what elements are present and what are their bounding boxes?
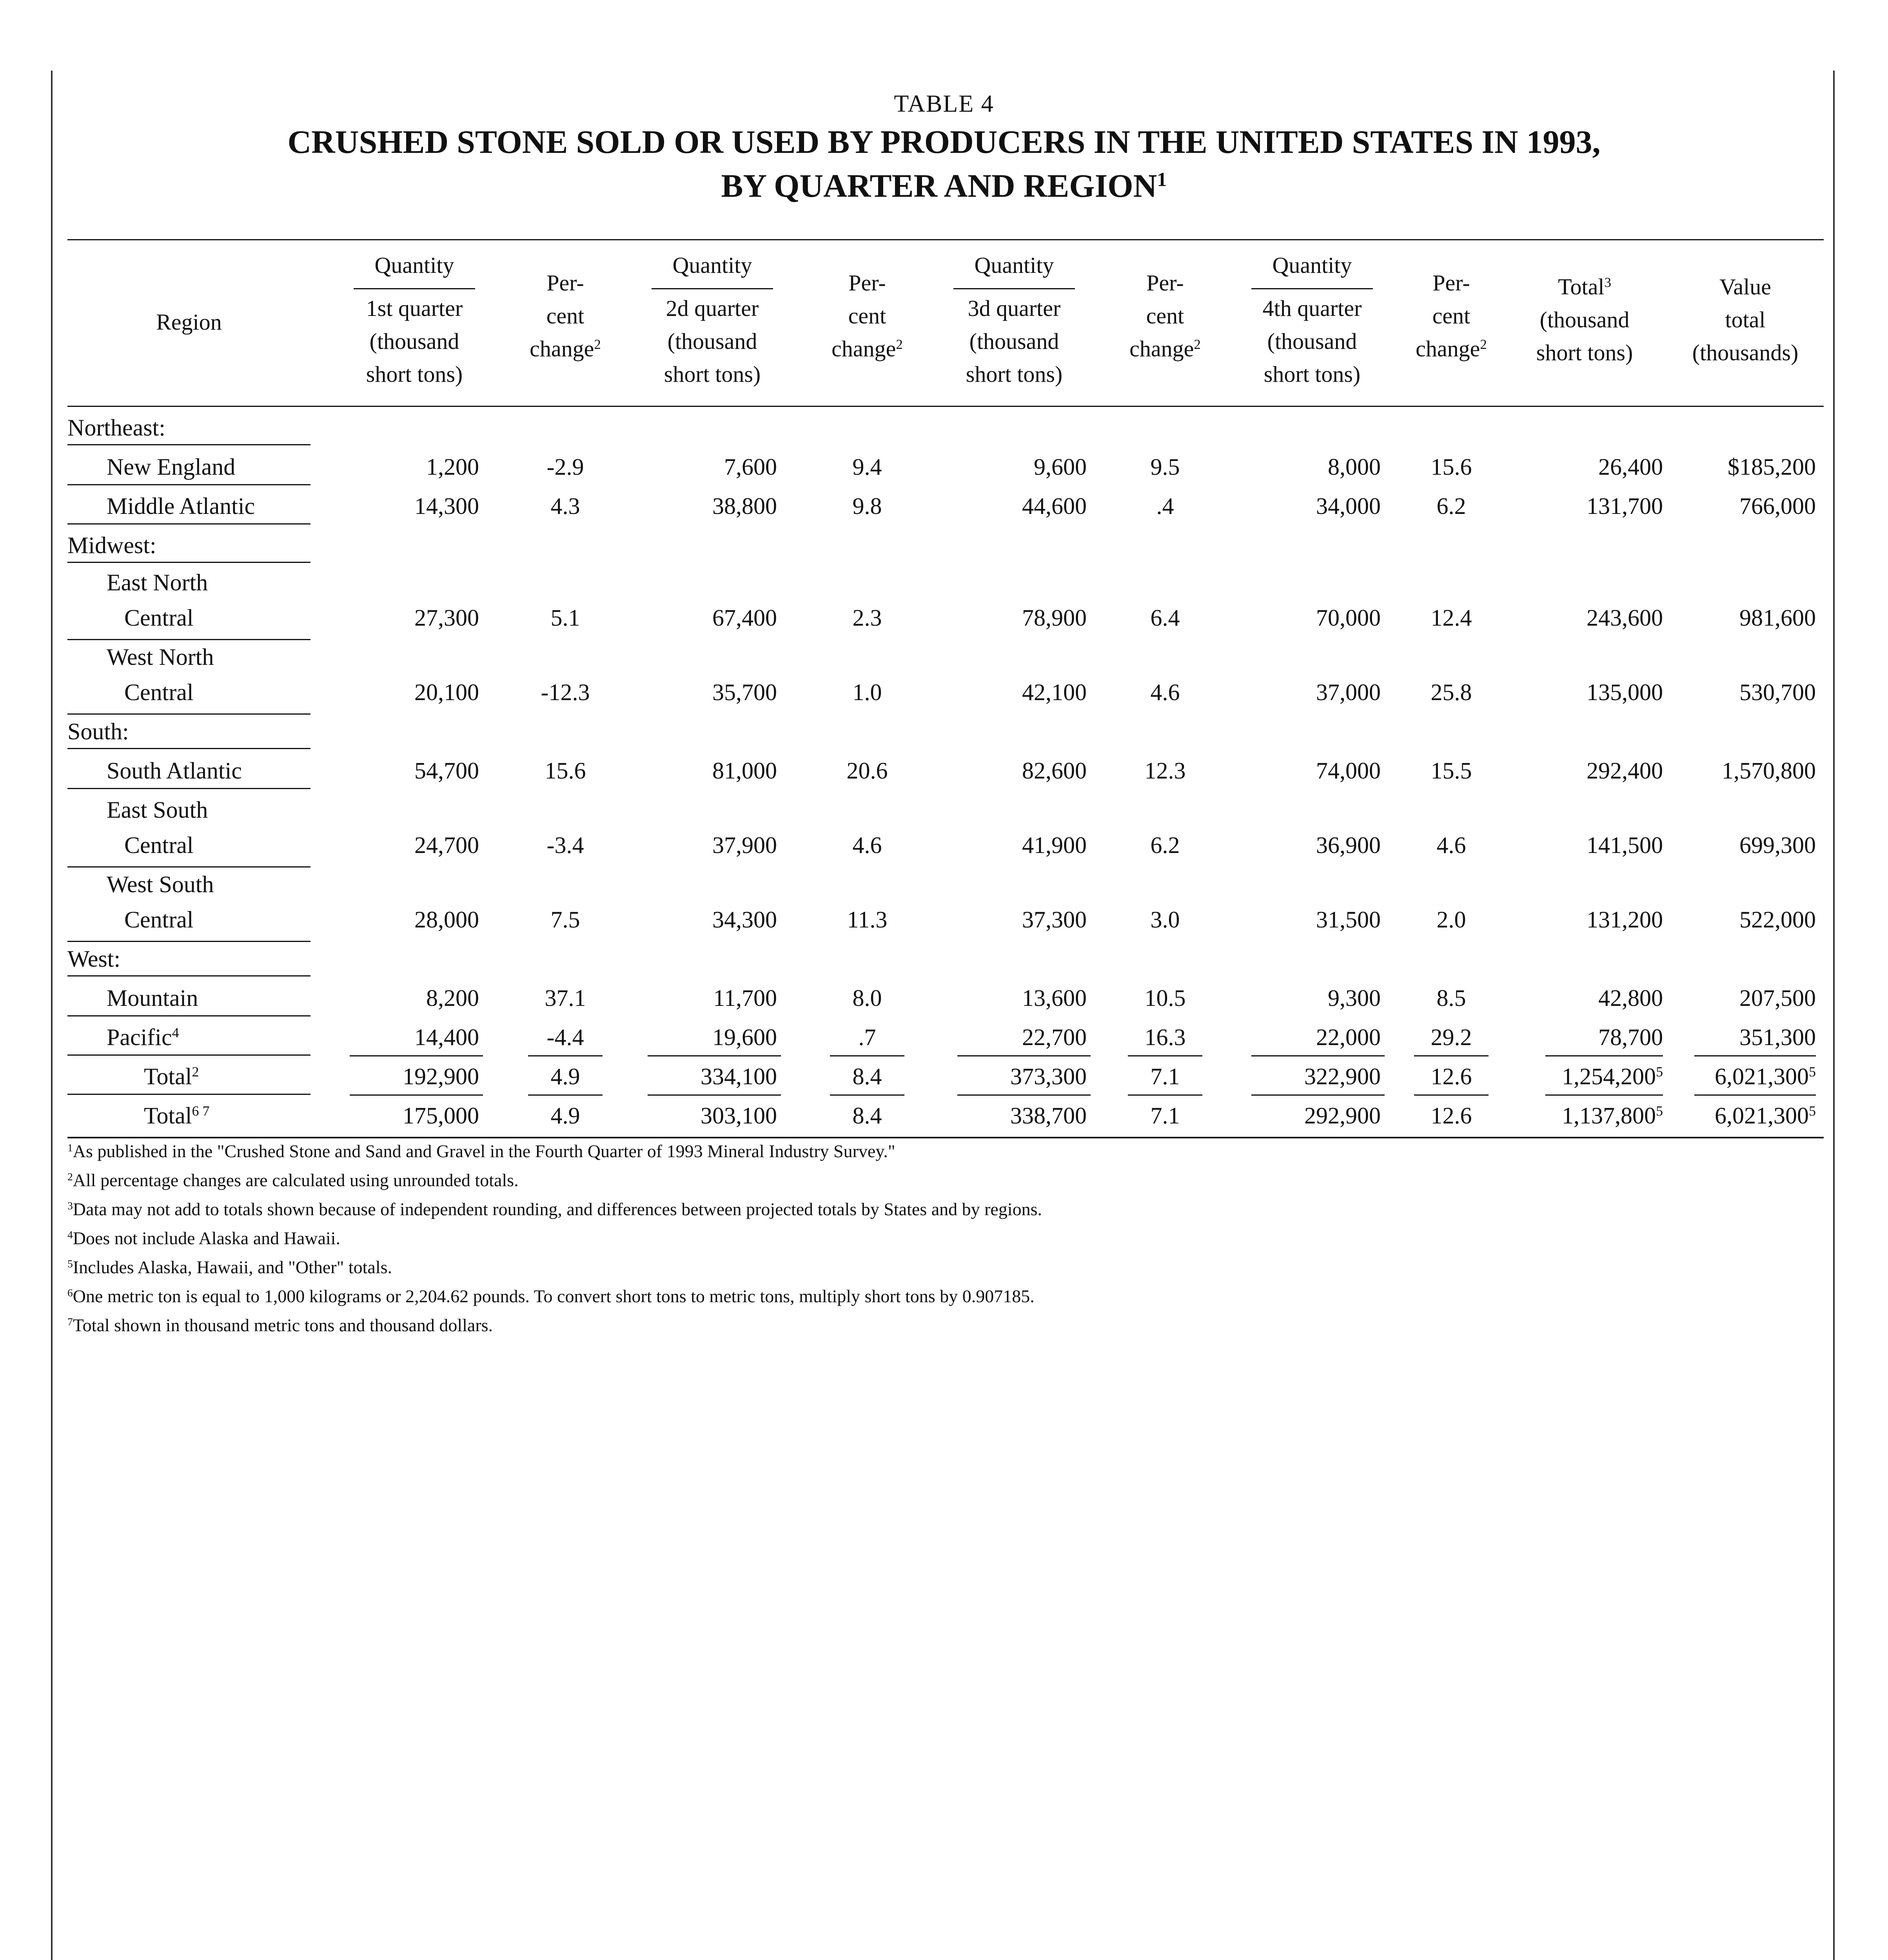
region-group-south: South: bbox=[67, 719, 129, 744]
footnote-mark: 6 bbox=[67, 1286, 73, 1299]
cell-p3: 7.1 bbox=[1150, 1103, 1180, 1129]
region-name: Total$^{6 7}$ bbox=[144, 1103, 210, 1129]
cell-total: 243,600 bbox=[1587, 605, 1663, 631]
cell-q2: 303,100 bbox=[701, 1103, 777, 1129]
header-quantity-rule bbox=[953, 288, 1075, 289]
region-row-rule bbox=[67, 788, 310, 789]
sum-rule bbox=[957, 1055, 1091, 1056]
cell-q1: 14,400 bbox=[414, 1024, 479, 1050]
cell-p1: 4.9 bbox=[550, 1063, 580, 1089]
footnote-text: One metric ton is equal to 1,000 kilograms or 2,204.62 pounds. To convert short tons to metric tons, multiply short tons by 0.907185. bbox=[73, 1286, 1035, 1306]
cell-q4: 70,000 bbox=[1316, 605, 1381, 631]
cell-p4: 2.0 bbox=[1436, 907, 1466, 933]
header-quantity: Quantity bbox=[374, 252, 454, 278]
cell-q2: 19,600 bbox=[712, 1024, 777, 1050]
cell-q3: 22,700 bbox=[1022, 1024, 1087, 1050]
footnote-mark: 5 bbox=[67, 1257, 73, 1270]
header-quantity: Quantity bbox=[672, 252, 752, 278]
sum-rule bbox=[1251, 1055, 1385, 1056]
cell-p1: 4.3 bbox=[550, 493, 580, 519]
cell-value: 207,500 bbox=[1739, 985, 1816, 1011]
region-name: South Atlantic bbox=[107, 758, 242, 784]
cell-p1: 5.1 bbox=[550, 605, 580, 631]
sum-rule bbox=[528, 1055, 603, 1056]
cell-q3: 42,100 bbox=[1022, 679, 1087, 705]
footnote bbox=[67, 1137, 1792, 1166]
region-group-rule bbox=[67, 444, 310, 445]
table-heading bbox=[0, 90, 1888, 208]
footnotes bbox=[67, 1137, 1792, 1340]
sum-rule bbox=[1128, 1055, 1202, 1056]
cell-p4: 25.8 bbox=[1431, 679, 1472, 705]
table-top-rule bbox=[67, 239, 1824, 240]
header-q2: 2d quarter (thousand short tons) bbox=[664, 296, 761, 387]
cell-p1: -3.4 bbox=[546, 832, 584, 858]
header-percent-change: Per- cent change$^2$ bbox=[530, 270, 601, 361]
header-q1: 1st quarter (thousand short tons) bbox=[366, 296, 463, 387]
cell-p2: 8.4 bbox=[852, 1103, 882, 1129]
cell-q2: 81,000 bbox=[712, 758, 777, 784]
cell-p2: 9.4 bbox=[852, 454, 882, 480]
data-table bbox=[67, 239, 1824, 1145]
cell-q2: 11,700 bbox=[713, 985, 777, 1011]
footnote-ref: 1 bbox=[1157, 168, 1167, 191]
region-row-rule bbox=[67, 523, 310, 524]
cell-total: 1,254,200$^5$ bbox=[1562, 1063, 1663, 1089]
sum-rule bbox=[648, 1094, 781, 1096]
cell-p4: 15.6 bbox=[1431, 454, 1472, 480]
cell-value: 522,000 bbox=[1739, 907, 1816, 933]
cell-p3: .4 bbox=[1156, 493, 1174, 519]
cell-q3: 338,700 bbox=[1010, 1103, 1087, 1129]
region-name: East North bbox=[107, 570, 208, 595]
cell-q3: 82,600 bbox=[1022, 758, 1087, 784]
cell-q4: 34,000 bbox=[1316, 493, 1381, 519]
sum-rule bbox=[648, 1055, 781, 1056]
right-margin-rule bbox=[1833, 71, 1835, 1960]
footnote-mark: 2 bbox=[67, 1170, 73, 1183]
sum-rule bbox=[830, 1055, 904, 1056]
cell-q2: 334,100 bbox=[701, 1063, 777, 1089]
cell-q4: 36,900 bbox=[1316, 832, 1381, 858]
region-group-west: West: bbox=[67, 946, 121, 972]
cell-value: 981,600 bbox=[1739, 605, 1816, 631]
cell-total: 42,800 bbox=[1598, 985, 1663, 1011]
region-row-rule bbox=[67, 866, 310, 867]
header-percent-change: Per- cent change$^2$ bbox=[1416, 270, 1487, 361]
cell-p1: 15.6 bbox=[545, 758, 586, 784]
sum-rule bbox=[528, 1094, 603, 1096]
left-margin-rule bbox=[51, 71, 53, 1960]
cell-p2: 9.8 bbox=[852, 493, 882, 519]
cell-p4: 6.2 bbox=[1436, 493, 1466, 519]
cell-p2: 8.4 bbox=[852, 1063, 882, 1089]
footnote-text: Data may not add to totals shown because of independent rounding, and differences between projected totals by States and by regions. bbox=[73, 1199, 1042, 1219]
sum-rule bbox=[1251, 1094, 1385, 1096]
region-name: New England bbox=[107, 454, 236, 480]
region-group-northeast: Northeast: bbox=[67, 415, 165, 441]
region-name: West South bbox=[107, 871, 214, 897]
cell-q4: 322,900 bbox=[1304, 1063, 1381, 1089]
header-total: Total$^3$ (thousand short tons) bbox=[1536, 274, 1633, 365]
cell-p3: 9.5 bbox=[1150, 454, 1180, 480]
cell-p3: 6.2 bbox=[1150, 832, 1180, 858]
region-name: Middle Atlantic bbox=[107, 493, 255, 519]
cell-p4: 4.6 bbox=[1436, 832, 1466, 858]
sum-rule bbox=[1694, 1055, 1816, 1056]
cell-q1: 192,900 bbox=[403, 1063, 479, 1089]
cell-q3: 37,300 bbox=[1022, 907, 1087, 933]
cell-p1: -2.9 bbox=[546, 454, 584, 480]
sum-rule bbox=[1694, 1094, 1816, 1096]
header-bottom-rule bbox=[67, 406, 1824, 407]
cell-q4: 31,500 bbox=[1316, 907, 1381, 933]
footnote bbox=[67, 1166, 1792, 1195]
region-name: West North bbox=[107, 644, 214, 670]
table-title-line-2: BY QUARTER AND REGION$^1$ bbox=[721, 168, 1167, 204]
cell-q2: 37,900 bbox=[712, 832, 777, 858]
header-q4: 4th quarter (thousand short tons) bbox=[1262, 296, 1362, 387]
region-group-rule bbox=[67, 975, 310, 976]
cell-q1: 28,000 bbox=[414, 907, 479, 933]
cell-q1: 54,700 bbox=[414, 758, 479, 784]
header-value: Value total (thousands) bbox=[1692, 274, 1799, 365]
sum-rule bbox=[957, 1094, 1091, 1096]
sum-rule bbox=[1414, 1094, 1489, 1096]
cell-q4: 74,000 bbox=[1316, 758, 1381, 784]
header-quantity-rule bbox=[354, 288, 475, 289]
cell-value: 699,300 bbox=[1739, 832, 1816, 858]
sum-rule bbox=[350, 1055, 483, 1056]
region-name: Central bbox=[124, 679, 194, 705]
cell-p1: 4.9 bbox=[550, 1103, 580, 1129]
region-name: Central bbox=[124, 832, 194, 858]
region-group-rule bbox=[67, 748, 310, 749]
cell-total: 131,700 bbox=[1587, 493, 1663, 519]
footnote bbox=[67, 1195, 1792, 1224]
sum-rule bbox=[350, 1094, 483, 1096]
cell-q2: 67,400 bbox=[712, 605, 777, 631]
region-name: East South bbox=[107, 797, 208, 823]
cell-p2: 1.0 bbox=[852, 679, 882, 705]
cell-q1: 27,300 bbox=[414, 605, 479, 631]
cell-q2: 7,600 bbox=[724, 454, 777, 480]
cell-p3: 16.3 bbox=[1144, 1024, 1186, 1050]
footnote-text: Does not include Alaska and Hawaii. bbox=[73, 1228, 340, 1248]
cell-p2: 20.6 bbox=[846, 758, 888, 784]
cell-total: 26,400 bbox=[1598, 454, 1663, 480]
cell-q1: 1,200 bbox=[426, 454, 479, 480]
cell-p3: 7.1 bbox=[1150, 1063, 1180, 1089]
cell-q3: 9,600 bbox=[1034, 454, 1087, 480]
table-title-line-1: CRUSHED STONE SOLD OR USED BY PRODUCERS IN THE UNITED STATES IN 1993, bbox=[287, 124, 1601, 160]
cell-value: 351,300 bbox=[1739, 1024, 1816, 1050]
header-q3: 3d quarter (thousand short tons) bbox=[966, 296, 1063, 387]
cell-p2: 4.6 bbox=[852, 832, 882, 858]
region-row-rule bbox=[67, 639, 310, 640]
cell-q3: 13,600 bbox=[1022, 985, 1087, 1011]
table-label: TABLE 4 bbox=[894, 91, 994, 117]
cell-p1: -4.4 bbox=[546, 1024, 584, 1050]
cell-total: 135,000 bbox=[1587, 679, 1663, 705]
region-name: Central bbox=[124, 907, 194, 933]
cell-value: 6,021,300$^5$ bbox=[1715, 1063, 1816, 1089]
cell-p3: 12.3 bbox=[1144, 758, 1186, 784]
region-row-rule bbox=[67, 1094, 310, 1095]
cell-q2: 35,700 bbox=[712, 679, 777, 705]
cell-q4: 8,000 bbox=[1328, 454, 1381, 480]
footnote-text: As published in the "Crushed Stone and Sand and Gravel in the Fourth Quarter of 1993 Mineral Industry Survey." bbox=[73, 1141, 895, 1161]
cell-p4: 29.2 bbox=[1431, 1024, 1472, 1050]
cell-p4: 12.6 bbox=[1431, 1063, 1472, 1089]
cell-q4: 37,000 bbox=[1316, 679, 1381, 705]
cell-q4: 292,900 bbox=[1304, 1103, 1381, 1129]
sum-rule bbox=[1414, 1055, 1489, 1056]
region-name: Mountain bbox=[107, 985, 198, 1011]
region-group-rule bbox=[67, 562, 310, 563]
cell-value: 6,021,300$^5$ bbox=[1715, 1103, 1816, 1129]
cell-q1: 14,300 bbox=[414, 493, 479, 519]
cell-q3: 373,300 bbox=[1010, 1063, 1087, 1089]
cell-q1: 24,700 bbox=[414, 832, 479, 858]
footnote bbox=[67, 1311, 1792, 1340]
cell-p3: 6.4 bbox=[1150, 605, 1180, 631]
region-name: Pacific$^4$ bbox=[107, 1024, 179, 1050]
cell-p1: -12.3 bbox=[541, 679, 590, 705]
region-row-rule bbox=[67, 941, 310, 942]
cell-q3: 41,900 bbox=[1022, 832, 1087, 858]
sum-rule bbox=[1545, 1055, 1663, 1056]
sum-rule bbox=[1128, 1094, 1202, 1096]
cell-q3: 78,900 bbox=[1022, 605, 1087, 631]
footnote-text: Includes Alaska, Hawaii, and "Other" totals. bbox=[73, 1257, 392, 1277]
cell-q4: 22,000 bbox=[1316, 1024, 1381, 1050]
region-name: Total$^2$ bbox=[144, 1063, 199, 1089]
footnote bbox=[67, 1282, 1792, 1311]
cell-value: 530,700 bbox=[1739, 679, 1816, 705]
footnote bbox=[67, 1224, 1792, 1253]
footnote-text: All percentage changes are calculated using unrounded totals. bbox=[73, 1170, 519, 1190]
footnote-mark: 1 bbox=[67, 1141, 73, 1154]
region-row-rule bbox=[67, 1054, 310, 1056]
cell-p4: 8.5 bbox=[1436, 985, 1466, 1011]
footnote-mark: 4 bbox=[67, 1228, 73, 1241]
cell-q1: 20,100 bbox=[414, 679, 479, 705]
table-title bbox=[0, 120, 1888, 208]
header-percent-change: Per- cent change$^2$ bbox=[1129, 270, 1201, 361]
cell-p3: 10.5 bbox=[1144, 985, 1186, 1011]
cell-p2: .7 bbox=[858, 1024, 876, 1050]
cell-p2: 11.3 bbox=[847, 907, 888, 933]
cell-q3: 44,600 bbox=[1022, 493, 1087, 519]
cell-q1: 175,000 bbox=[403, 1103, 479, 1129]
region-row-rule bbox=[67, 1015, 310, 1016]
cell-q1: 8,200 bbox=[426, 985, 479, 1011]
footnote-mark: 3 bbox=[67, 1199, 73, 1212]
cell-q2: 34,300 bbox=[712, 907, 777, 933]
cell-p4: 15.5 bbox=[1431, 758, 1472, 784]
cell-p4: 12.4 bbox=[1431, 605, 1472, 631]
footnote bbox=[67, 1253, 1792, 1282]
cell-value: $185,200 bbox=[1728, 454, 1816, 480]
sum-rule bbox=[1545, 1094, 1663, 1096]
header-quantity: Quantity bbox=[974, 252, 1054, 278]
cell-p3: 3.0 bbox=[1150, 907, 1180, 933]
cell-value: 766,000 bbox=[1739, 493, 1816, 519]
header-quantity-rule bbox=[1251, 288, 1373, 289]
header-percent-change: Per- cent change$^2$ bbox=[831, 270, 903, 361]
cell-total: 1,137,800$^5$ bbox=[1562, 1103, 1663, 1129]
header-quantity: Quantity bbox=[1272, 252, 1352, 278]
footnote-text: Total shown in thousand metric tons and thousand dollars. bbox=[73, 1315, 493, 1335]
cell-total: 131,200 bbox=[1587, 907, 1663, 933]
cell-q2: 38,800 bbox=[712, 493, 777, 519]
header-quantity-rule bbox=[652, 288, 773, 289]
footnote-mark: 7 bbox=[67, 1315, 73, 1328]
cell-p4: 12.6 bbox=[1431, 1103, 1472, 1129]
region-group-midwest: Midwest: bbox=[67, 532, 156, 558]
region-row-rule bbox=[67, 484, 310, 485]
region-row-rule bbox=[67, 713, 310, 715]
cell-p1: 37.1 bbox=[545, 985, 586, 1011]
cell-p1: 7.5 bbox=[550, 907, 580, 933]
cell-q4: 9,300 bbox=[1328, 985, 1381, 1011]
cell-total: 141,500 bbox=[1587, 832, 1663, 858]
cell-total: 292,400 bbox=[1587, 758, 1663, 784]
region-name: Central bbox=[124, 605, 194, 631]
cell-value: 1,570,800 bbox=[1722, 758, 1816, 784]
cell-total: 78,700 bbox=[1598, 1024, 1663, 1050]
header-region: Region bbox=[156, 309, 222, 335]
cell-p2: 8.0 bbox=[852, 985, 882, 1011]
cell-p2: 2.3 bbox=[852, 605, 882, 631]
cell-p3: 4.6 bbox=[1150, 679, 1180, 705]
sum-rule bbox=[830, 1094, 904, 1096]
